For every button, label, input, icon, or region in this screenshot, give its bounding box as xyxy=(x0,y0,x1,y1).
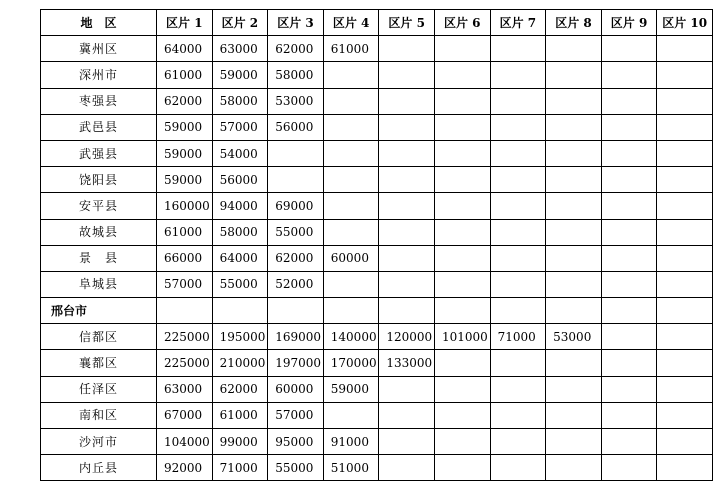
price-cell xyxy=(657,167,713,193)
price-cell: 61000 xyxy=(323,36,379,62)
price-cell: 53000 xyxy=(546,324,602,350)
header-zone-6: 区片 6 xyxy=(434,10,490,36)
price-cell xyxy=(434,376,490,402)
price-cell xyxy=(379,167,435,193)
region-name: 冀州区 xyxy=(41,36,157,62)
price-cell: 91000 xyxy=(323,429,379,455)
price-cell xyxy=(601,271,657,297)
price-cell xyxy=(546,402,602,428)
price-cell: 58000 xyxy=(212,88,268,114)
price-cell: 225000 xyxy=(157,324,213,350)
region-name: 故城县 xyxy=(41,219,157,245)
header-zone-1: 区片 1 xyxy=(157,10,213,36)
price-cell xyxy=(379,245,435,271)
price-cell xyxy=(601,245,657,271)
price-cell: 51000 xyxy=(323,455,379,481)
header-zone-2: 区片 2 xyxy=(212,10,268,36)
price-cell xyxy=(434,271,490,297)
price-cell xyxy=(546,376,602,402)
price-cell: 101000 xyxy=(434,324,490,350)
table-row xyxy=(41,140,713,166)
price-cell: 53000 xyxy=(268,88,324,114)
price-cell xyxy=(601,167,657,193)
price-cell: 57000 xyxy=(268,402,324,428)
price-cell: 62000 xyxy=(268,36,324,62)
price-cell xyxy=(657,219,713,245)
price-cell: 61000 xyxy=(157,62,213,88)
price-cell xyxy=(601,219,657,245)
price-cell: 104000 xyxy=(157,429,213,455)
land-price-table xyxy=(40,9,713,481)
price-cell: 67000 xyxy=(157,402,213,428)
price-cell xyxy=(323,298,379,324)
price-cell: 69000 xyxy=(268,193,324,219)
price-cell xyxy=(546,140,602,166)
price-cell xyxy=(546,36,602,62)
price-cell: 133000 xyxy=(379,350,435,376)
price-cell: 58000 xyxy=(212,219,268,245)
table-row xyxy=(41,429,713,455)
price-cell xyxy=(379,298,435,324)
price-cell xyxy=(490,455,546,481)
price-cell xyxy=(601,193,657,219)
price-cell xyxy=(379,376,435,402)
price-cell xyxy=(490,167,546,193)
price-cell xyxy=(601,350,657,376)
price-cell: 59000 xyxy=(157,167,213,193)
price-cell: 66000 xyxy=(157,245,213,271)
region-name: 襄都区 xyxy=(41,350,157,376)
price-cell: 92000 xyxy=(157,455,213,481)
region-name: 深州市 xyxy=(41,62,157,88)
price-cell xyxy=(657,193,713,219)
price-cell xyxy=(434,140,490,166)
price-cell xyxy=(601,114,657,140)
price-cell: 62000 xyxy=(212,376,268,402)
price-cell: 71000 xyxy=(212,455,268,481)
price-cell xyxy=(268,167,324,193)
price-cell xyxy=(490,88,546,114)
price-cell xyxy=(601,36,657,62)
price-cell xyxy=(434,36,490,62)
price-cell xyxy=(601,140,657,166)
price-cell: 169000 xyxy=(268,324,324,350)
price-cell: 57000 xyxy=(212,114,268,140)
price-cell: 61000 xyxy=(157,219,213,245)
price-cell: 62000 xyxy=(157,88,213,114)
header-row xyxy=(41,10,713,36)
price-cell xyxy=(490,271,546,297)
price-cell xyxy=(490,114,546,140)
price-cell: 210000 xyxy=(212,350,268,376)
price-cell xyxy=(546,429,602,455)
price-cell: 56000 xyxy=(212,167,268,193)
price-cell: 62000 xyxy=(268,245,324,271)
region-name: 枣强县 xyxy=(41,88,157,114)
price-cell: 52000 xyxy=(268,271,324,297)
header-zone-3: 区片 3 xyxy=(268,10,324,36)
price-cell: 58000 xyxy=(268,62,324,88)
region-name: 南和区 xyxy=(41,402,157,428)
table-row xyxy=(41,36,713,62)
price-cell: 64000 xyxy=(212,245,268,271)
price-cell xyxy=(379,88,435,114)
region-name: 武邑县 xyxy=(41,114,157,140)
price-cell xyxy=(323,167,379,193)
price-cell: 197000 xyxy=(268,350,324,376)
price-cell: 57000 xyxy=(157,271,213,297)
price-cell xyxy=(657,376,713,402)
price-cell xyxy=(379,455,435,481)
price-cell xyxy=(601,402,657,428)
region-name: 景 县 xyxy=(41,245,157,271)
price-cell: 54000 xyxy=(212,140,268,166)
price-cell xyxy=(546,167,602,193)
price-cell xyxy=(601,455,657,481)
price-cell xyxy=(434,167,490,193)
price-cell: 56000 xyxy=(268,114,324,140)
price-cell xyxy=(490,402,546,428)
price-cell xyxy=(546,245,602,271)
price-cell: 59000 xyxy=(157,114,213,140)
table-row xyxy=(41,376,713,402)
header-zone-5: 区片 5 xyxy=(379,10,435,36)
price-cell xyxy=(657,429,713,455)
price-cell xyxy=(546,193,602,219)
price-cell: 61000 xyxy=(212,402,268,428)
price-cell xyxy=(434,455,490,481)
price-cell: 55000 xyxy=(212,271,268,297)
price-cell xyxy=(657,88,713,114)
price-cell xyxy=(379,429,435,455)
price-cell xyxy=(601,429,657,455)
table-row xyxy=(41,324,713,350)
price-cell xyxy=(434,193,490,219)
price-cell xyxy=(434,350,490,376)
price-cell xyxy=(546,219,602,245)
price-cell xyxy=(546,350,602,376)
header-zone-8: 区片 8 xyxy=(546,10,602,36)
price-cell xyxy=(657,245,713,271)
price-cell xyxy=(490,429,546,455)
price-cell xyxy=(490,193,546,219)
price-cell xyxy=(657,140,713,166)
price-cell xyxy=(212,298,268,324)
price-cell xyxy=(601,298,657,324)
price-cell xyxy=(490,298,546,324)
region-name: 沙河市 xyxy=(41,429,157,455)
price-cell xyxy=(657,298,713,324)
price-cell: 195000 xyxy=(212,324,268,350)
region-name: 任泽区 xyxy=(41,376,157,402)
price-cell xyxy=(601,88,657,114)
price-cell xyxy=(490,350,546,376)
group-label: 邢台市 xyxy=(41,298,157,324)
price-cell: 55000 xyxy=(268,455,324,481)
price-cell xyxy=(546,88,602,114)
price-cell xyxy=(434,88,490,114)
price-cell xyxy=(434,245,490,271)
price-cell xyxy=(323,193,379,219)
region-name: 饶阳县 xyxy=(41,167,157,193)
price-cell: 120000 xyxy=(379,324,435,350)
price-cell xyxy=(379,62,435,88)
price-cell xyxy=(323,219,379,245)
price-cell: 59000 xyxy=(157,140,213,166)
price-cell xyxy=(323,140,379,166)
table-row xyxy=(41,62,713,88)
price-cell xyxy=(601,376,657,402)
price-cell xyxy=(490,219,546,245)
price-cell xyxy=(546,298,602,324)
price-cell: 225000 xyxy=(157,350,213,376)
price-cell: 64000 xyxy=(157,36,213,62)
price-cell xyxy=(434,402,490,428)
price-cell: 160000 xyxy=(157,193,213,219)
price-cell xyxy=(379,140,435,166)
price-cell xyxy=(379,36,435,62)
price-cell xyxy=(657,455,713,481)
price-cell xyxy=(490,62,546,88)
header-zone-7: 区片 7 xyxy=(490,10,546,36)
price-cell xyxy=(546,114,602,140)
price-cell xyxy=(379,402,435,428)
price-cell: 63000 xyxy=(212,36,268,62)
price-cell xyxy=(323,402,379,428)
price-cell xyxy=(323,88,379,114)
price-cell: 59000 xyxy=(323,376,379,402)
header-zone-4: 区片 4 xyxy=(323,10,379,36)
table-row xyxy=(41,350,713,376)
price-cell xyxy=(268,140,324,166)
price-cell xyxy=(157,298,213,324)
price-cell: 140000 xyxy=(323,324,379,350)
price-cell xyxy=(546,62,602,88)
price-cell xyxy=(323,114,379,140)
price-cell: 59000 xyxy=(212,62,268,88)
price-cell: 94000 xyxy=(212,193,268,219)
price-cell xyxy=(434,62,490,88)
table-row xyxy=(41,271,713,297)
table-row xyxy=(41,193,713,219)
price-cell xyxy=(323,62,379,88)
price-cell xyxy=(546,271,602,297)
table-row xyxy=(41,455,713,481)
price-cell xyxy=(490,376,546,402)
price-cell: 55000 xyxy=(268,219,324,245)
price-cell xyxy=(434,429,490,455)
price-cell xyxy=(490,245,546,271)
price-cell xyxy=(434,219,490,245)
price-cell xyxy=(379,271,435,297)
price-cell xyxy=(657,402,713,428)
header-zone-10: 区片 10 xyxy=(657,10,713,36)
price-cell xyxy=(657,62,713,88)
price-cell xyxy=(490,140,546,166)
table-row xyxy=(41,114,713,140)
price-cell xyxy=(657,350,713,376)
price-cell: 95000 xyxy=(268,429,324,455)
price-cell xyxy=(546,455,602,481)
price-cell xyxy=(601,62,657,88)
region-name: 阜城县 xyxy=(41,271,157,297)
price-cell xyxy=(657,271,713,297)
price-cell xyxy=(601,324,657,350)
table-row xyxy=(41,219,713,245)
group-row xyxy=(41,298,713,324)
price-cell: 99000 xyxy=(212,429,268,455)
region-name: 安平县 xyxy=(41,193,157,219)
price-cell xyxy=(657,114,713,140)
region-name: 信都区 xyxy=(41,324,157,350)
price-cell xyxy=(657,324,713,350)
price-cell xyxy=(434,114,490,140)
price-cell xyxy=(379,193,435,219)
header-region: 地 区 xyxy=(41,10,157,36)
price-cell xyxy=(657,36,713,62)
table-row xyxy=(41,88,713,114)
table-row xyxy=(41,167,713,193)
table-row xyxy=(41,402,713,428)
header-zone-9: 区片 9 xyxy=(601,10,657,36)
price-cell xyxy=(268,298,324,324)
price-cell xyxy=(379,219,435,245)
price-cell: 63000 xyxy=(157,376,213,402)
price-cell xyxy=(490,36,546,62)
region-name: 武强县 xyxy=(41,140,157,166)
price-cell: 71000 xyxy=(490,324,546,350)
region-name: 内丘县 xyxy=(41,455,157,481)
table-body xyxy=(41,36,713,481)
price-cell xyxy=(434,298,490,324)
price-cell: 170000 xyxy=(323,350,379,376)
price-cell xyxy=(379,114,435,140)
price-cell: 60000 xyxy=(323,245,379,271)
price-cell: 60000 xyxy=(268,376,324,402)
price-cell xyxy=(323,271,379,297)
table-row xyxy=(41,245,713,271)
table-header xyxy=(41,10,713,36)
